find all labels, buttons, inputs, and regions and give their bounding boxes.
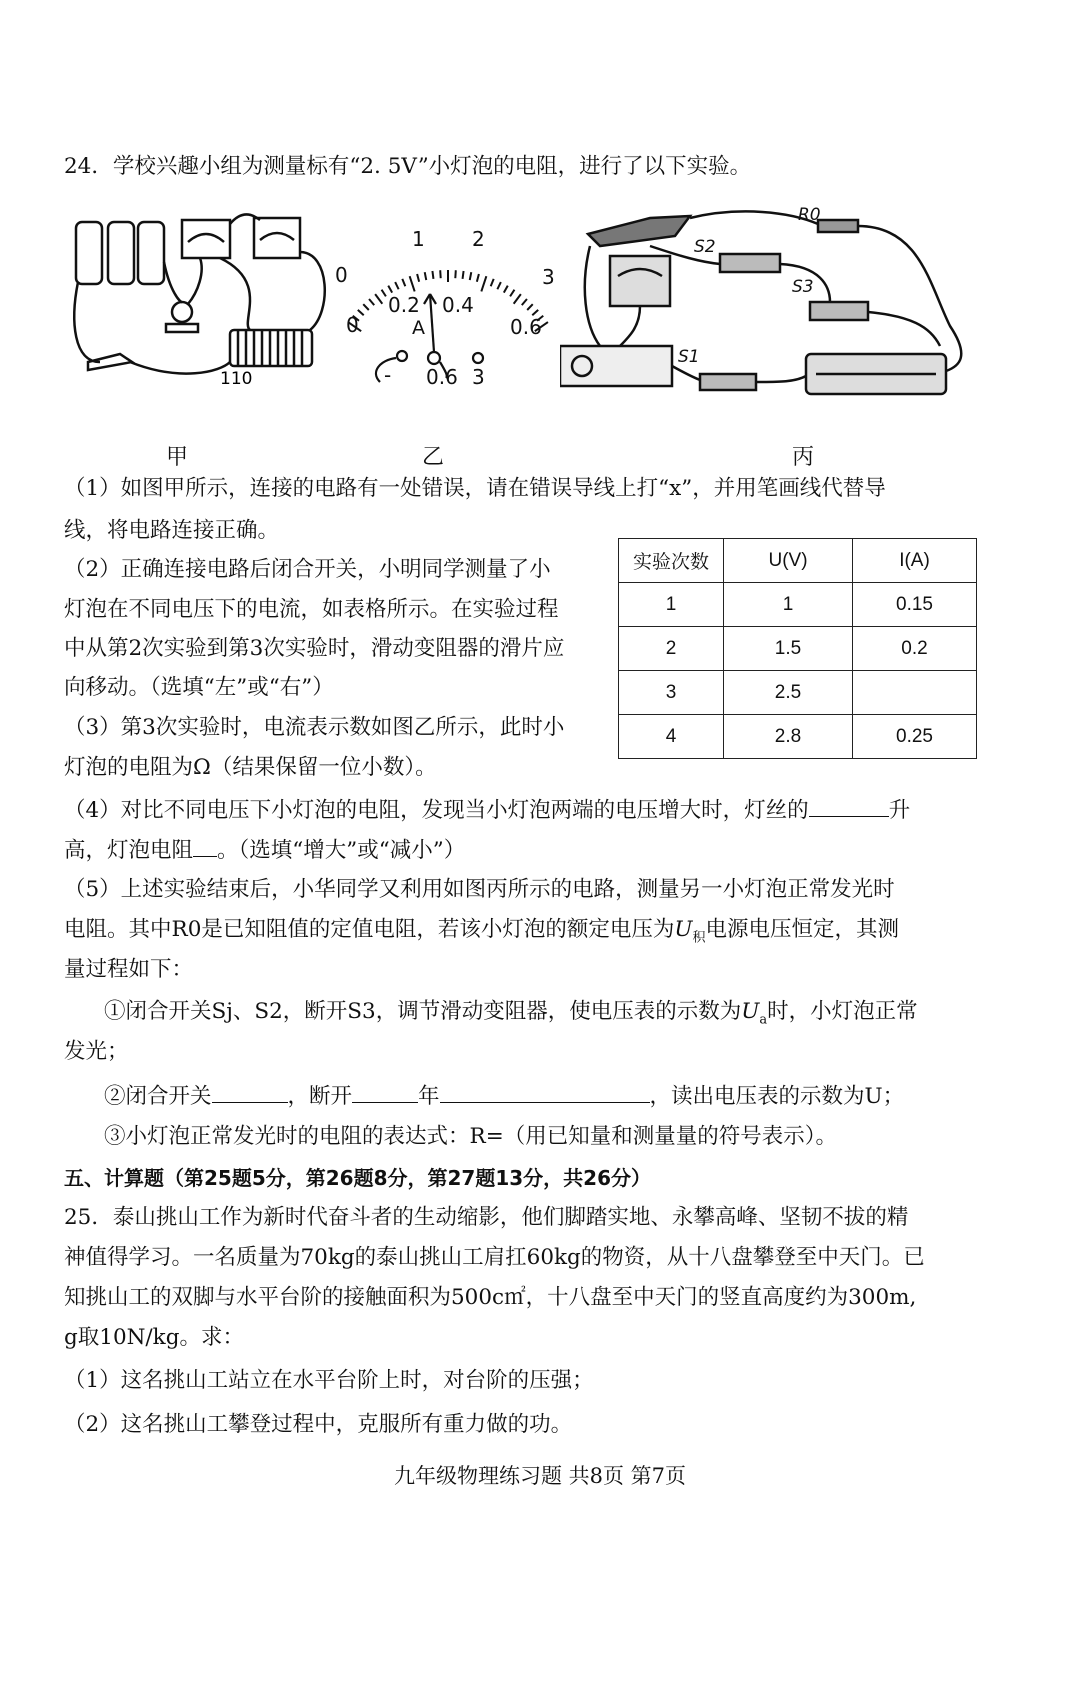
table-cell: 2 bbox=[619, 627, 724, 671]
figure-c-circuit bbox=[560, 206, 1000, 416]
q24-part3-line2: 灯泡的电阻为Ω（结果保留一位小数）。 bbox=[64, 755, 437, 780]
table-row bbox=[619, 627, 977, 671]
scale-tick bbox=[382, 290, 386, 297]
label-s2: S2 bbox=[694, 237, 716, 257]
step1-line2: 发光； bbox=[64, 1039, 129, 1064]
fig-label-c: 丙 bbox=[792, 445, 815, 470]
q24-part3-line1: （3）第3次实验时，电流表示数如图乙所示，此时小 bbox=[64, 715, 565, 740]
experiment-table bbox=[618, 538, 977, 759]
q24-part5-text-a: 电阻。其中R0是已知阻值的定值电阻，若该小灯泡的额定电压为 bbox=[64, 917, 675, 942]
q25-line4: g取10N/kg。求： bbox=[64, 1325, 244, 1350]
table-cell: 2.8 bbox=[724, 715, 853, 759]
header-trial: 实验次数 bbox=[619, 539, 724, 583]
table-cell: 1.5 bbox=[724, 627, 853, 671]
step2-text-a: ②闭合开关 bbox=[104, 1084, 212, 1109]
q24-part4-line1 bbox=[64, 794, 910, 826]
scale-tick bbox=[369, 299, 374, 305]
q24-title: 24．学校兴趣小组为测量标有“2. 5V”小灯泡的电阻，进行了以下实验。 bbox=[64, 154, 752, 179]
q24-part2-line3: 中从第2次实验到第3次实验时，滑动变阻器的滑片应 bbox=[64, 636, 565, 661]
scale-tick bbox=[395, 282, 398, 289]
u-a-subscript: a bbox=[759, 1012, 768, 1028]
top-tick-3: 3 bbox=[542, 265, 555, 289]
scale-tick bbox=[440, 270, 441, 278]
bottom-tick-3: 0.6 bbox=[510, 315, 542, 339]
table-cell bbox=[853, 671, 977, 715]
label-s3: S3 bbox=[792, 277, 814, 297]
scale-tick bbox=[504, 286, 508, 293]
scale-tick bbox=[481, 276, 486, 291]
q24-part1-line2: 线，将电路连接正确。 bbox=[64, 518, 280, 543]
table-cell: 0.2 bbox=[853, 627, 977, 671]
scale-tick bbox=[363, 304, 369, 310]
q24-part2-line1: （2）正确连接电路后闭合开关，小明同学测量了小 bbox=[64, 557, 551, 582]
table-cell: 2.5 bbox=[724, 671, 853, 715]
q24-part4-line2 bbox=[64, 834, 465, 866]
bottom-tick-1: 0.2 bbox=[388, 293, 420, 317]
figure-b-ammeter bbox=[330, 222, 570, 402]
scale-tick bbox=[497, 282, 500, 289]
scale-tick bbox=[432, 271, 433, 279]
terminal-0.6: 0.6 bbox=[426, 365, 458, 389]
scale-tick bbox=[388, 286, 392, 293]
q24-part5-line3: 量过程如下： bbox=[64, 957, 194, 982]
scale-tick bbox=[455, 270, 456, 278]
scale-tick bbox=[463, 271, 464, 279]
scale-tick bbox=[425, 272, 427, 280]
answer-blank[interactable] bbox=[352, 1080, 418, 1103]
step2-text-d: ，读出电压表的示数为U； bbox=[649, 1084, 905, 1109]
scale-tick bbox=[510, 290, 514, 297]
page-footer: 九年级物理练习题 共8页 第7页 bbox=[393, 1464, 687, 1488]
q24-part5-line1: （5）上述实验结束后，小华同学又利用如图丙所示的电路，测量另一小灯泡正常发光时 bbox=[64, 877, 895, 902]
q24-part2-line2: 灯泡在不同电压下的电流，如表格所示。在实验过程 bbox=[64, 597, 559, 622]
answer-blank[interactable] bbox=[809, 794, 889, 817]
table-cell: 1 bbox=[724, 583, 853, 627]
ammeter-unit: A bbox=[412, 317, 425, 339]
step3-line: ③小灯泡正常发光时的电阻的表达式：R=（用已知量和测量量的符号表示）。 bbox=[104, 1124, 837, 1149]
table-header-row bbox=[619, 539, 977, 583]
u-a-symbol: U bbox=[741, 999, 760, 1024]
table-row bbox=[619, 671, 977, 715]
scale-tick bbox=[402, 279, 405, 286]
q24-part4-text-a: （4）对比不同电压下小灯泡的电阻，发现当小灯泡两端的电压增大时，灯丝的 bbox=[64, 798, 809, 823]
step2-line bbox=[104, 1080, 904, 1112]
top-tick-1: 1 bbox=[412, 227, 425, 251]
table-row bbox=[619, 715, 977, 759]
step1-text-a: ①闭合开关Sj、S2，断开S3，调节滑动变阻器，使电压表的示数为 bbox=[104, 999, 742, 1024]
bottom-tick-2: 0.4 bbox=[442, 293, 474, 317]
section5-title: 五、计算题（第25题5分，第26题8分，第27题13分，共26分） bbox=[64, 1166, 651, 1190]
q24-part1-line1: （1）如图甲所示，连接的电路有一处错误，请在错误导线上打“x”，并用笔画线代替导 bbox=[64, 476, 886, 501]
scale-tick bbox=[527, 304, 533, 310]
q24-part5-text-b: 电源电压恒定，其测 bbox=[705, 917, 900, 942]
q25-line1: 25．泰山挑山工作为新时代奋斗者的生动缩影，他们脚踏实地、永攀高峰、坚韧不拔的精 bbox=[64, 1205, 909, 1230]
terminal-3: 3 bbox=[472, 365, 485, 389]
q24-part4-text-c: 高，灯泡电阻 bbox=[64, 838, 194, 863]
answer-blank[interactable] bbox=[212, 1080, 288, 1103]
answer-blank[interactable] bbox=[193, 834, 217, 857]
q24-part5-line2 bbox=[64, 915, 899, 953]
header-current: I(A) bbox=[853, 539, 977, 583]
table-cell: 0.25 bbox=[853, 715, 977, 759]
fig-label-a: 甲 bbox=[166, 445, 189, 470]
answer-blank[interactable] bbox=[440, 1080, 650, 1103]
scale-tick bbox=[477, 274, 479, 282]
step1-text-b: 时，小灯泡正常 bbox=[767, 999, 918, 1024]
scale-tick bbox=[522, 299, 527, 305]
u-rated-symbol: U bbox=[674, 917, 693, 942]
scale-tick bbox=[470, 272, 472, 280]
ammeter-needle bbox=[430, 294, 434, 352]
header-voltage: U(V) bbox=[724, 539, 853, 583]
step2-text-b: ，断开 bbox=[287, 1084, 353, 1109]
table-cell: 4 bbox=[619, 715, 724, 759]
q24-part4-text-b: 升 bbox=[888, 798, 911, 823]
scale-tick bbox=[514, 294, 521, 304]
scale-tick bbox=[491, 279, 494, 286]
figure-a-number: 110 bbox=[220, 369, 253, 389]
label-r0: R0 bbox=[798, 206, 821, 225]
table-cell: 3 bbox=[619, 671, 724, 715]
bottom-tick-0: 0 bbox=[346, 313, 359, 337]
q25-line3: 知挑山工的双脚与水平台阶的接触面积为500c㎡，十八盘至中天门的竖直高度约为300m, bbox=[64, 1285, 917, 1310]
top-tick-2: 2 bbox=[472, 227, 485, 251]
table-cell: 1 bbox=[619, 583, 724, 627]
step2-text-c: 年 bbox=[418, 1084, 440, 1109]
q25-sub1: （1）这名挑山工站立在水平台阶上时，对台阶的压强； bbox=[64, 1368, 594, 1393]
top-tick-0: 0 bbox=[335, 263, 348, 287]
q24-part4-text-d: 。（选填“增大”或“减小”） bbox=[217, 838, 466, 863]
table-row bbox=[619, 583, 977, 627]
step1-line1 bbox=[104, 997, 918, 1035]
scale-tick bbox=[375, 294, 382, 304]
q25-sub2: （2）这名挑山工攀登过程中，克服所有重力做的功。 bbox=[64, 1412, 573, 1437]
terminal-minus: - bbox=[384, 363, 392, 387]
u-rated-subscript: 积 bbox=[692, 930, 706, 946]
label-s1: S1 bbox=[678, 347, 700, 367]
q24-part2-line4: 向移动。（选填“左”或“右”） bbox=[64, 675, 334, 700]
scale-tick bbox=[410, 276, 415, 291]
table-cell: 0.15 bbox=[853, 583, 977, 627]
scale-tick bbox=[417, 274, 419, 282]
figure-a-circuit bbox=[70, 212, 360, 412]
q25-line2: 神值得学习。一名质量为70kg的泰山挑山工肩扛60kg的物资，从十八盘攀登至中天门。已 bbox=[64, 1245, 925, 1270]
fig-label-b: 乙 bbox=[422, 445, 445, 470]
